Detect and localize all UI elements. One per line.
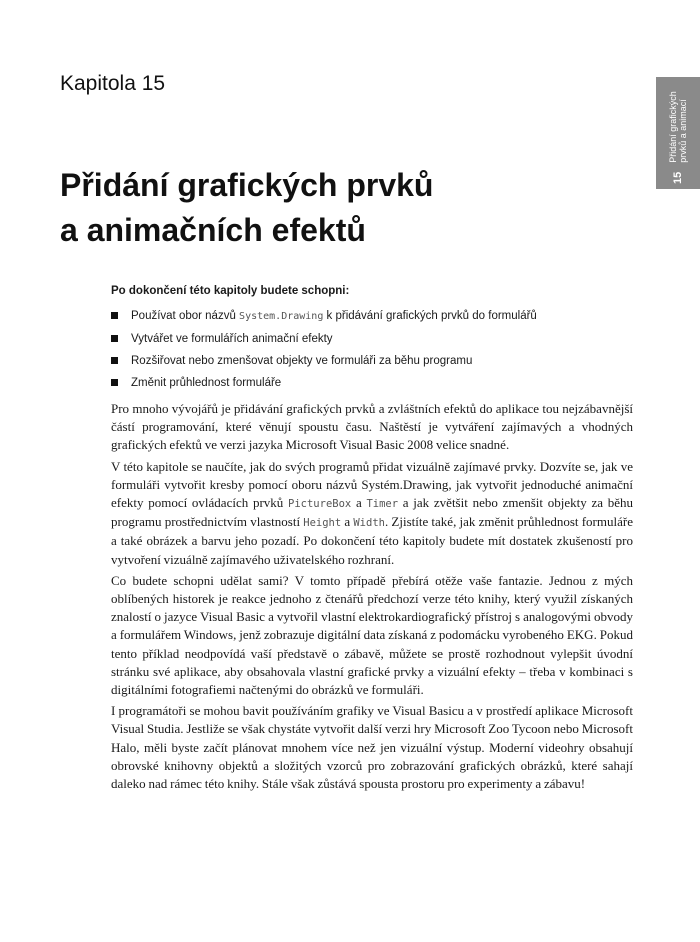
square-bullet-icon — [111, 335, 118, 342]
objectives-box — [111, 285, 631, 394]
objective-item: Používat obor názvů System.Drawing k přidávání grafických prvků do formulářů — [111, 305, 631, 328]
chapter-side-tab — [656, 77, 700, 189]
code-term: System.Drawing — [239, 311, 324, 322]
square-bullet-icon — [111, 379, 118, 386]
chapter-label: Kapitola 15 — [60, 72, 166, 95]
side-tab-title: Přidání grafických prvků a animací — [668, 91, 688, 163]
paragraph-overview: V této kapitole se naučíte, jak do svých programů přidat vizuálně zajímavé prvky. Dozvíte se, jak ve formuláři vytvořit kresby pomocí oboru názvů Systém.Drawing, jak vytvořit jednoduché animační efekty pomocí ovládacích prvků PictureBox a Timer a jak zvětšit nebo zmenšit objekty za běhu programu prostřednictvím vlastností Height a Width. Zjistíte také, jak změnit průhlednost formuláře a také obrázek a barvu jeho pozadí. Po dokončení této kapitoly budete mít dostatek zkušeností pro vytvoření vizuálně zajímavého uživatelského rozhraní. — [111, 458, 633, 567]
objective-item: Změnit průhlednost formuláře — [111, 372, 631, 394]
side-tab-number: 15 — [672, 171, 684, 184]
body-text — [111, 400, 633, 796]
paragraph-games: I programátoři se mohou bavit používáním grafiky ve Visual Basicu a v prostředí aplikace Microsoft Visual Studia. Jestliže se však chystáte vytvořit další verzi hry Microsoft Zoo Tycoon nebo Microsoft Halo, měli byste začít plánovat mnohem více než jen vizuální výstup. Moderní videohry obsahují obrovské knihovny objektů a složitých vzorců pro zobrazování grafických obrázků, které sahají daleko nad rámec této knihy. Stále však zůstává spousta prostoru pro experimenty a zábavu! — [111, 703, 633, 792]
paragraph-intro: Pro mnoho vývojářů je přidávání grafických prvků a zvláštních efektů do aplikace tou nejzábavnější částí programování, které věnují spoustu času. Naštěstí je vytváření zajímavých a vhodných grafických efektů ve verzi jazyka Microsoft Visual Basic 2008 velice snadné. — [111, 401, 633, 453]
chapter-title — [60, 163, 433, 253]
objectives-heading: Po dokončení této kapitoly budete schopni: — [111, 285, 350, 297]
code-term: Height — [303, 517, 342, 530]
objective-item: Vytvářet ve formulářích animační efekty — [111, 328, 631, 350]
chapter-title-line2: a animačních efektů — [60, 212, 366, 248]
objectives-list — [111, 305, 631, 394]
square-bullet-icon — [111, 357, 118, 364]
code-term: Timer — [366, 498, 399, 511]
square-bullet-icon — [111, 312, 118, 319]
code-term: PictureBox — [288, 498, 352, 511]
objective-item: Rozšiřovat nebo zmenšovat objekty ve formuláři za běhu programu — [111, 350, 631, 372]
paragraph-example: Co budete schopni udělat sami? V tomto případě přebírá otěže vaše fantazie. Jednou z mých oblíbených historek je reakce jednoho z čtenářů předchozí verze této knihy, který využil získaných znalostí o jazyce Visual Basic a vytvořil vlastní elektrokardiografický přístroj s analogovými obvody a formulářem Windows, jenž zobrazuje digitální data získaná z podomácku vyrobeného EKG. Pokud tento příklad neodpovídá vaší představě o zábavě, můžete se prostě rozhodnout vylepšit úvodní stránku své aplikace, aby obsahovala vlastní grafické prvky a vizuální efekty – třeba v kombinaci s digitálními fotografiemi načtenými do obrázků ve formuláři. — [111, 572, 633, 698]
code-term: Width — [353, 517, 385, 530]
chapter-title-line1: Přidání grafických prvků — [60, 167, 434, 203]
